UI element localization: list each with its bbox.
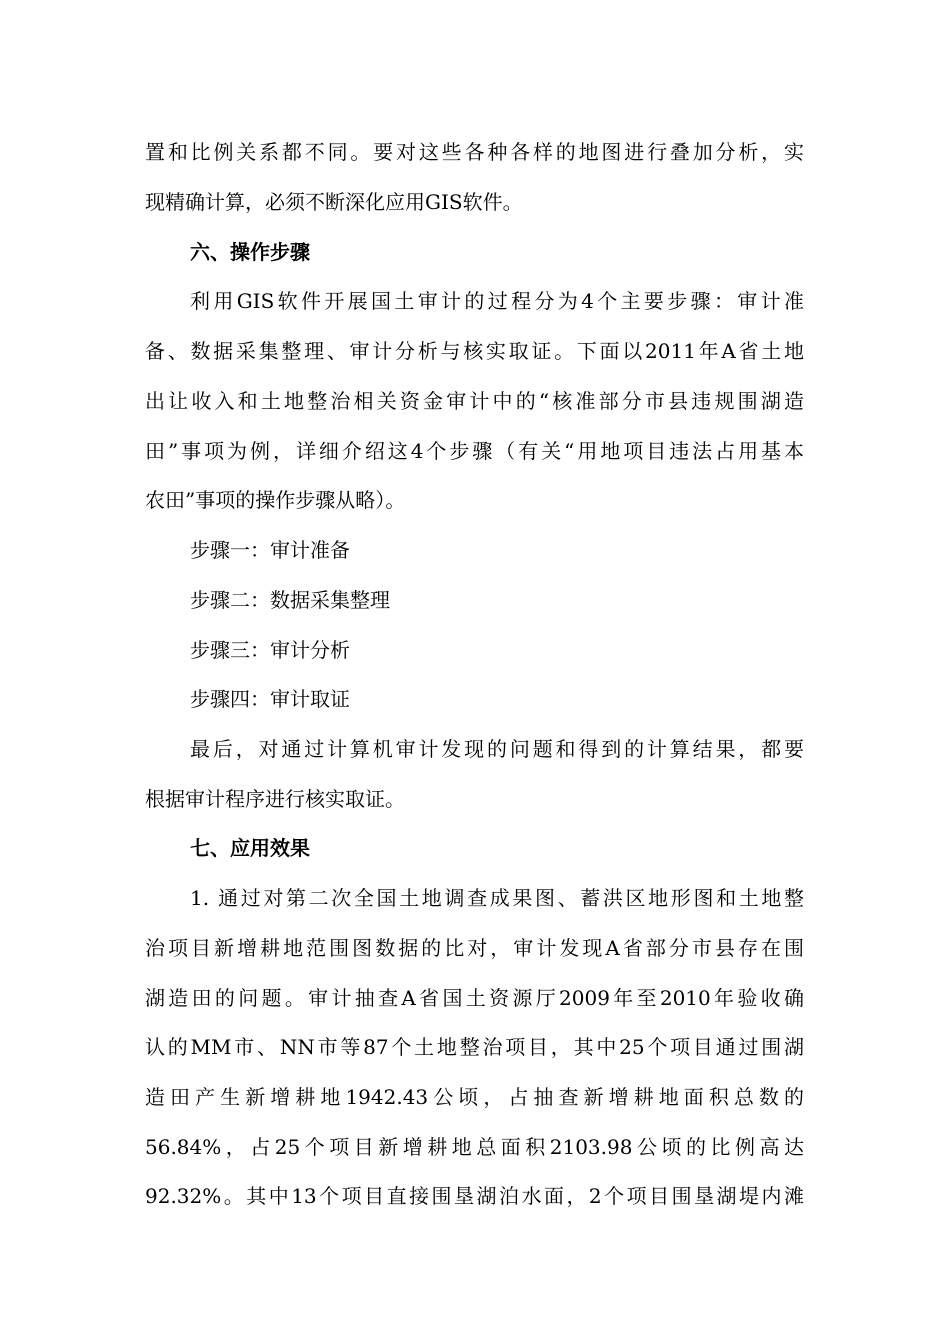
section-heading: 七、应用效果 xyxy=(190,836,310,860)
paragraph-line: 湖造田的问题。审计抽查A省国土资源厅2009年至2010年验收确 xyxy=(145,986,804,1010)
paragraph-line: 最后，对通过计算机审计发现的问题和得到的计算结果，都要 xyxy=(190,737,804,761)
paragraph-line: 备、数据采集整理、审计分析与核实取证。下面以2011年A省土地 xyxy=(145,339,804,363)
paragraph-line: 利用GIS软件开展国土审计的过程分为4个主要步骤：审计准 xyxy=(190,289,804,313)
paragraph-line: 根据审计程序进行核实取证。 xyxy=(145,787,405,811)
paragraph-line: 认的MM市、NN市等87个土地整治项目，其中25个项目通过围湖 xyxy=(145,1035,804,1059)
paragraph-line: 治项目新增耕地范围图数据的比对，审计发现A省部分市县存在围 xyxy=(145,936,804,960)
paragraph-line: 造田产生新增耕地1942.43公顷，占抽查新增耕地面积总数的 xyxy=(145,1085,804,1109)
step-item: 步骤四：审计取证 xyxy=(190,687,350,711)
step-item: 步骤一：审计准备 xyxy=(190,538,350,562)
paragraph-line: 现精确计算，必须不断深化应用GIS软件。 xyxy=(145,190,523,214)
paragraph-line: 1. 通过对第二次全国土地调查成果图、蓄洪区地形图和土地整 xyxy=(190,886,804,910)
paragraph-line: 56.84%，占25个项目新增耕地总面积2103.98公顷的比例高达 xyxy=(145,1135,804,1159)
paragraph-line: 置和比例关系都不同。要对这些各种各样的地图进行叠加分析，实 xyxy=(145,140,804,164)
paragraph-line: 农田”事项的操作步骤从略）。 xyxy=(145,488,406,512)
paragraph-line: 田”事项为例，详细介绍这4个步骤（有关“用地项目违法占用基本 xyxy=(145,439,804,463)
step-item: 步骤三：审计分析 xyxy=(190,638,350,662)
step-item: 步骤二：数据采集整理 xyxy=(190,588,390,612)
section-heading: 六、操作步骤 xyxy=(190,240,310,264)
paragraph-line: 92.32%。其中13个项目直接围垦湖泊水面，2个项目围垦湖堤内滩 xyxy=(145,1184,804,1208)
paragraph-line: 出让收入和土地整治相关资金审计中的“核准部分市县违规围湖造 xyxy=(145,389,804,413)
